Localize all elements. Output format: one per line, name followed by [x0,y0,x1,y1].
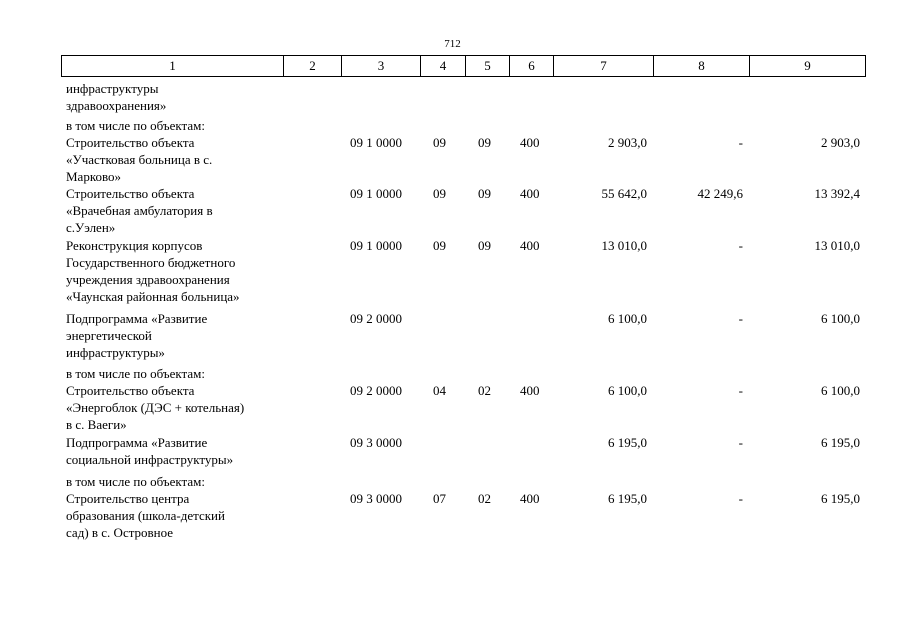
row-value-7: 6 100,0 [608,311,647,326]
row-type: 400 [520,491,540,506]
row-value-9: 6 100,0 [821,383,860,398]
row-section: 09 [433,238,446,253]
row-section: 07 [433,491,446,506]
row-code: 09 1 0000 [350,135,402,150]
row-value-7: 13 010,0 [601,238,647,253]
row-code: 09 2 0000 [350,311,402,326]
row-value-8: - [738,135,743,150]
row-code: 09 3 0000 [350,491,402,506]
header-col-5: 5 [466,56,510,77]
row-subsection: 02 [478,491,491,506]
row-value-9: 2 903,0 [821,135,860,150]
row-value-8: - [738,491,743,506]
row-subsection: 09 [478,238,491,253]
row-value-9: 6 195,0 [821,491,860,506]
row-section: 09 [433,135,446,150]
row-code: 09 3 0000 [350,435,402,450]
row-description: Подпрограмма «Развитие социальной инфраструктуры» [66,435,234,467]
row-value-7: 6 100,0 [608,383,647,398]
row-section: 09 [433,186,446,201]
row-value-7: 2 903,0 [608,135,647,150]
row-type: 400 [520,135,540,150]
row-code: 09 1 0000 [350,238,402,253]
row-type: 400 [520,383,540,398]
row-value-9: 6 195,0 [821,435,860,450]
row-description: в том числе по объектам: Строительство центра образования (школа-детский сад) в с. Островное [66,474,225,540]
header-col-9: 9 [750,56,866,77]
header-row [62,56,866,77]
row-value-9: 13 392,4 [814,186,860,201]
row-description: в том числе по объектам: Строительство объекта «Участковая больница в с. Марково» [66,118,213,184]
row-description: Строительство объекта «Врачебная амбулатория в с.Уэлен» [66,186,213,235]
row-value-9: 13 010,0 [814,238,860,253]
header-col-1: 1 [62,56,284,77]
row-value-8: - [738,238,743,253]
row-value-7: 55 642,0 [601,186,647,201]
column-header-table [61,55,866,77]
row-value-8: 42 249,6 [697,186,743,201]
header-col-8: 8 [654,56,750,77]
row-description: Реконструкция корпусов Государственного бюджетного учреждения здравоохранения «Чаунская районная больница» [66,238,240,304]
row-subsection: 09 [478,135,491,150]
row-description: в том числе по объектам: Строительство объекта «Энергоблок (ДЭС + котельная) в с. Ваеги» [66,366,245,432]
row-value-8: - [738,435,743,450]
row-type: 400 [520,238,540,253]
row-section: 04 [433,383,446,398]
header-col-6: 6 [510,56,554,77]
header-col-3: 3 [342,56,421,77]
row-value-8: - [738,383,743,398]
page-number: 712 [444,38,461,50]
row-value-7: 6 195,0 [608,435,647,450]
row-value-7: 6 195,0 [608,491,647,506]
row-value-8: - [738,311,743,326]
row-code: 09 2 0000 [350,383,402,398]
row-subsection: 09 [478,186,491,201]
row-value-9: 6 100,0 [821,311,860,326]
row-code: 09 1 0000 [350,186,402,201]
header-col-7: 7 [554,56,654,77]
row-subsection: 02 [478,383,491,398]
row-description: инфраструктуры здравоохранения» [66,81,167,113]
header-col-4: 4 [421,56,466,77]
row-description: Подпрограмма «Развитие энергетической инфраструктуры» [66,311,208,360]
row-type: 400 [520,186,540,201]
header-col-2: 2 [284,56,342,77]
